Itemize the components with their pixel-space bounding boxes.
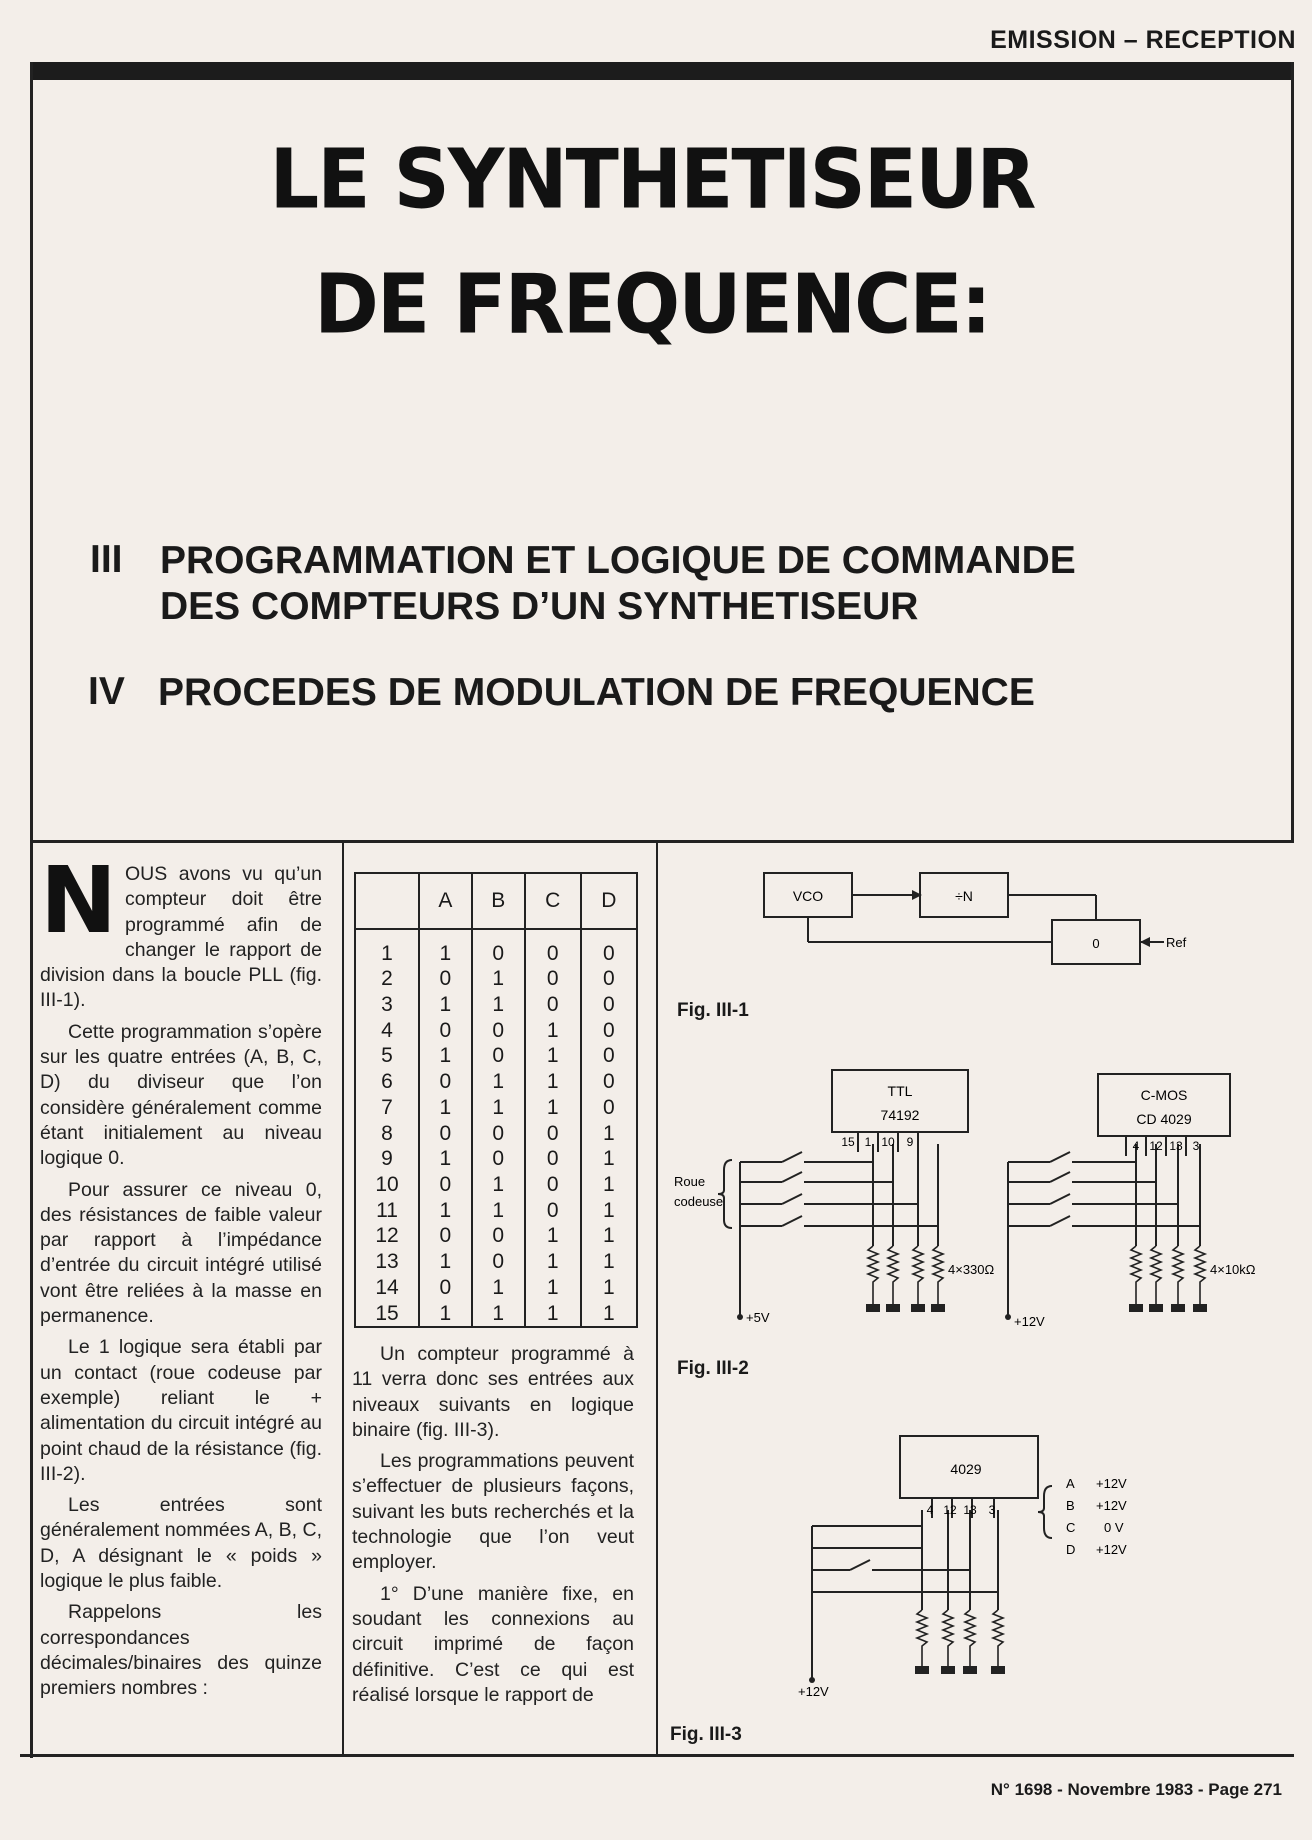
table-cell: 1 [472, 992, 525, 1018]
section-divider [30, 840, 1294, 843]
cmos-label: C-MOS [1140, 1087, 1188, 1103]
table-cell: 0 [419, 1069, 472, 1095]
top-bar [30, 62, 1294, 80]
table-header-cell: A [419, 873, 472, 929]
table-cell: 0 [472, 1223, 525, 1249]
table-cell: 1 [525, 1017, 581, 1043]
table-cell: 0 [581, 1069, 637, 1095]
table-cell: 2 [355, 966, 419, 992]
level-input: A [1066, 1476, 1075, 1491]
table-cell: 14 [355, 1274, 419, 1300]
table-cell: 0 [581, 992, 637, 1018]
fig-iii-1-label: Fig. III-1 [677, 1000, 749, 1021]
level-input: C [1066, 1520, 1076, 1535]
table-row [355, 1095, 637, 1121]
section-tag: EMISSION – RECEPTION [990, 26, 1296, 54]
article-column-1 [40, 847, 322, 1708]
table-cell: 1 [472, 1197, 525, 1223]
table-cell: 1 [419, 1043, 472, 1069]
table-row [355, 1069, 637, 1095]
table-cell: 0 [525, 966, 581, 992]
level-input: B [1066, 1498, 1075, 1513]
table-row [355, 1043, 637, 1069]
column-divider-1 [342, 840, 344, 1756]
level-value: +12V [1096, 1476, 1127, 1491]
paragraph-5: Les entrées sont généralement nommées A, B, C, D, A désignant le « poids » logique le plus faible. [40, 1494, 322, 1593]
cmos-part-number: CD 4029 [1136, 1111, 1192, 1127]
table-cell: 1 [581, 1274, 637, 1300]
table-cell: 1 [525, 1095, 581, 1121]
table-cell: 5 [355, 1043, 419, 1069]
ttl-pin: 9 [906, 1135, 914, 1149]
chip-label: 4029 [950, 1461, 982, 1477]
level-value: 0 V [1104, 1520, 1124, 1535]
table-cell: 1 [581, 1249, 637, 1275]
table-cell: 1 [525, 1274, 581, 1300]
table-cell: 1 [419, 1249, 472, 1275]
cmos-pin: 4 [1132, 1139, 1140, 1153]
table-row [355, 1249, 637, 1275]
fig3-supply-label: +12V [798, 1684, 829, 1699]
ttl-supply-label: +5V [746, 1310, 770, 1325]
paragraph-2: Cette programmation s’opère sur les quatre entrées (A, B, C, D) du diviseur que l’on considère généralement comme étant initialement au niveau logique 0. [40, 1020, 322, 1170]
table-cell: 1 [419, 1300, 472, 1327]
paragraph-1: OUS avons vu qu’un compteur doit être programmé afin de changer le rapport de division dans la boucle PLL (fig. III-1). [40, 863, 322, 1012]
fig-iii-1-diagram [660, 855, 1290, 1005]
fig-iii-2-label: Fig. III-2 [677, 1358, 749, 1379]
table-cell: 1 [419, 1095, 472, 1121]
table-cell: 0 [419, 1223, 472, 1249]
coder-label-2: codeuse [674, 1194, 724, 1209]
table-row [355, 1223, 637, 1249]
table-cell: 1 [472, 1095, 525, 1121]
page-footer: N° 1698 - Novembre 1983 - Page 271 [990, 1780, 1282, 1799]
ttl-pin: 10 [881, 1135, 895, 1149]
coder-label-1: Roue [674, 1174, 706, 1189]
paragraph-6: Rappelons les correspondances décimales/binaires des quinze premiers nombres : [40, 1601, 322, 1700]
table-cell: 4 [355, 1017, 419, 1043]
cmos-resistor-value: 4×10kΩ [1210, 1262, 1256, 1277]
ttl-part-number: 74192 [880, 1107, 920, 1123]
table-cell: 0 [419, 1172, 472, 1198]
table-cell: 7 [355, 1095, 419, 1121]
table-cell: 1 [581, 1172, 637, 1198]
paragraph-8: Les programmations peuvent s’effectuer de plusieurs façons, suivant les buts recherchés et la technologie que l’on veut employer. [352, 1450, 634, 1574]
paragraph-7: Un compteur programmé à 11 verra donc ses entrées aux niveaux suivants en logique binaire (fig. III-3). [352, 1343, 634, 1441]
table-cell: 0 [472, 1120, 525, 1146]
table-row [355, 966, 637, 992]
table-cell: 0 [525, 929, 581, 966]
title-line-2: DE FREQUENCE: [314, 257, 990, 353]
table-row [355, 992, 637, 1018]
level-input: D [1066, 1542, 1076, 1557]
title-line-1: LE SYNTHETISEUR [269, 132, 1035, 228]
table-row [355, 929, 637, 966]
table-cell: 1 [472, 1274, 525, 1300]
cmos-supply-label: +12V [1014, 1314, 1045, 1329]
paragraph-9: 1° D’une manière fixe, en soudant les connexions au circuit imprimé de façon définitive. C’est ce qui est réalisé lorsque le rapport de [352, 1582, 634, 1706]
table-cell: 0 [419, 1017, 472, 1043]
table-cell: 1 [581, 1146, 637, 1172]
level-value: +12V [1096, 1542, 1127, 1557]
chip-pin: 4 [926, 1503, 934, 1517]
column-divider-2 [656, 840, 658, 1756]
table-cell: 0 [472, 1146, 525, 1172]
table-cell: 0 [525, 992, 581, 1018]
chip-pin: 3 [988, 1503, 996, 1517]
table-cell: 0 [581, 1043, 637, 1069]
table-cell: 1 [525, 1043, 581, 1069]
table-row [355, 1300, 637, 1327]
table-row [355, 1274, 637, 1300]
table-cell: 1 [419, 1197, 472, 1223]
ref-label: Ref [1166, 935, 1187, 950]
part-iii-number: III [90, 538, 123, 581]
table-cell: 0 [525, 1197, 581, 1223]
cmos-pin: 13 [1169, 1139, 1183, 1153]
table-row [355, 1146, 637, 1172]
part-iii-line-2: DES COMPTEURS D’UN SYNTHETISEUR [160, 585, 919, 628]
part-iv-number: IV [88, 670, 125, 713]
binary-table [354, 872, 638, 1328]
table-cell: 0 [581, 966, 637, 992]
paragraph-4: Le 1 logique sera établi par un contact (roue codeuse par exemple) reliant le + alimentation du circuit intégré au point chaud de la résistance (fig. III-2). [40, 1336, 322, 1485]
table-header-cell: C [525, 873, 581, 929]
vco-label: VCO [792, 888, 824, 904]
table-cell: 1 [581, 1197, 637, 1223]
table-cell: 1 [525, 1249, 581, 1275]
table-cell: 13 [355, 1249, 419, 1275]
level-value: +12V [1096, 1498, 1127, 1513]
table-cell: 9 [355, 1146, 419, 1172]
table-row [355, 1197, 637, 1223]
table-cell: 1 [525, 1223, 581, 1249]
table-cell: 1 [355, 929, 419, 966]
table-row [355, 1120, 637, 1146]
table-header-row [355, 873, 637, 929]
chip-pin: 13 [963, 1503, 977, 1517]
table-cell: 1 [419, 992, 472, 1018]
part-iv-line-1: PROCEDES DE MODULATION DE FREQUENCE [158, 671, 1035, 714]
table-cell: 0 [419, 1120, 472, 1146]
chip-pin: 12 [943, 1503, 957, 1517]
table-cell: 0 [419, 1274, 472, 1300]
table-cell: 3 [355, 992, 419, 1018]
table-cell: 1 [581, 1300, 637, 1327]
table-cell: 1 [581, 1120, 637, 1146]
table-header-cell: B [472, 873, 525, 929]
part-iii-line-1: PROGRAMMATION ET LOGIQUE DE COMMANDE [160, 539, 1076, 582]
table-cell: 0 [581, 1095, 637, 1121]
table-cell: 0 [472, 1043, 525, 1069]
table-row [355, 1172, 637, 1198]
ttl-pin: 1 [864, 1135, 872, 1149]
article-column-2 [352, 1342, 634, 1714]
table-cell: 1 [419, 1146, 472, 1172]
table-cell: 1 [472, 1300, 525, 1327]
table-cell: 0 [472, 1249, 525, 1275]
table-cell: 0 [472, 1017, 525, 1043]
table-row [355, 1017, 637, 1043]
table-cell: 1 [472, 966, 525, 992]
fig-iii-2-diagram [660, 1060, 1290, 1340]
table-cell: 15 [355, 1300, 419, 1327]
divider-label: ÷N [955, 888, 973, 904]
table-cell: 1 [525, 1069, 581, 1095]
table-cell: 6 [355, 1069, 419, 1095]
table-cell: 0 [525, 1172, 581, 1198]
table-cell: 0 [419, 966, 472, 992]
table-cell: 10 [355, 1172, 419, 1198]
table-cell: 0 [525, 1120, 581, 1146]
table-cell: 11 [355, 1197, 419, 1223]
ttl-pin: 15 [841, 1135, 855, 1149]
table-header-cell [355, 873, 419, 929]
ttl-resistor-value: 4×330Ω [948, 1262, 995, 1277]
table-cell: 1 [419, 929, 472, 966]
table-cell: 0 [525, 1146, 581, 1172]
drop-cap: N [40, 847, 117, 954]
fig-iii-3-diagram [660, 1430, 1290, 1720]
table-cell: 1 [472, 1172, 525, 1198]
fig-iii-3-label: Fig. III-3 [670, 1724, 742, 1745]
ttl-label: TTL [887, 1083, 913, 1099]
table-cell: 8 [355, 1120, 419, 1146]
table-cell: 1 [472, 1069, 525, 1095]
table-cell: 0 [581, 1017, 637, 1043]
cmos-pin: 12 [1149, 1139, 1163, 1153]
table-cell: 0 [581, 929, 637, 966]
cmos-pin: 3 [1192, 1139, 1200, 1153]
table-header-cell: D [581, 873, 637, 929]
table-cell: 0 [472, 929, 525, 966]
table-cell: 1 [525, 1300, 581, 1327]
paragraph-3: Pour assurer ce niveau 0, des résistances de faible valeur par rapport à l’impédance d’entrée du circuit intégré utilisé vont être reliées à la masse en permanence. [40, 1178, 322, 1328]
phase-detector-label: 0 [1092, 936, 1100, 951]
table-cell: 12 [355, 1223, 419, 1249]
table-cell: 1 [581, 1223, 637, 1249]
